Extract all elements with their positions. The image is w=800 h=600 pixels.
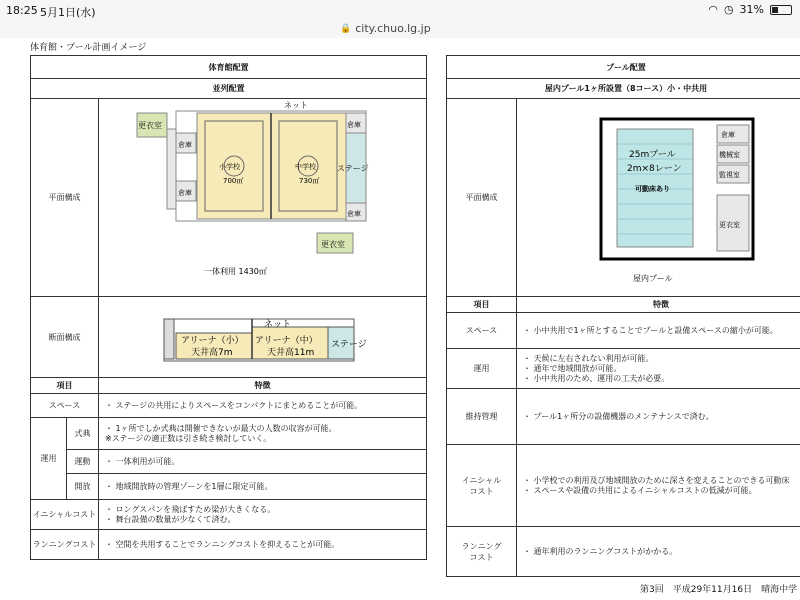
stage-label: ステージ — [337, 164, 369, 173]
machine-room-label: 機械室 — [719, 151, 740, 159]
storage-3-label: 倉庫 — [347, 121, 361, 129]
gym-section-cell — [99, 297, 427, 378]
pool-name: 25mプール — [629, 150, 676, 160]
pool-running-label1: ランニング — [461, 541, 502, 551]
gym-space-label: スペース — [31, 394, 99, 418]
pool-space-label: スペース — [447, 313, 517, 349]
court-junior-name: 中学校 — [295, 163, 316, 171]
pool-layout-title: 屋内プール1ヶ所設置（8コース）小・中共用 — [447, 79, 800, 99]
pool-locker-label: 更衣室 — [719, 221, 740, 229]
gym-initial-text2: ・ 舞台設備の数量が少なくて済む。 — [105, 514, 236, 524]
storage-4-label: 倉庫 — [347, 210, 361, 218]
status-time: 18:25 — [6, 4, 38, 17]
battery-icon — [770, 5, 792, 15]
gym-space-text: ・ ステージの共用によりスペースをコンパクトにまとめることが可能。 — [99, 394, 427, 418]
footer-meeting-info: 第3回 平成29年11月16日 晴海中学 — [640, 585, 798, 595]
gym-sports-text: ・ 一体利用が可能。 — [99, 450, 427, 474]
gym-running-label: ランニングコスト — [31, 530, 99, 560]
pool-space-text: ・ 小中共用で1ヶ所とすることでプールと設備スペースの縮小が可能。 — [517, 313, 800, 349]
arena-junior-height: 天井高11m — [267, 348, 315, 358]
alarm-icon: ◷ — [723, 3, 734, 16]
gym-initial-label: イニシャルコスト — [31, 500, 99, 530]
pool-storage-label: 倉庫 — [721, 131, 735, 139]
gym-ceremony-text2: ※ステージの適正数は引き続き検討していく。 — [105, 433, 272, 443]
gym-running-text: ・ 空間を共用することでランニングコストを抑えることが可能。 — [99, 530, 427, 560]
battery-percent: 31% — [739, 3, 764, 16]
pool-operation-cell — [517, 349, 800, 389]
gym-sports-label: 運動 — [67, 450, 99, 474]
pool-initial-label-cell — [447, 445, 517, 527]
court-junior-area: 730㎡ — [299, 177, 320, 185]
pool-running-label-cell — [447, 527, 517, 577]
status-bar — [0, 0, 800, 22]
section-stage-label: ステージ — [331, 340, 367, 350]
gym-col-feature: 特徴 — [99, 378, 427, 394]
pool-initial-text1: ・ 小学校での利用及び地域開放のために深さを変えることのできる可動床 — [523, 475, 790, 485]
page-title: 体育館・プール計画イメージ — [30, 43, 147, 53]
section-net-label: ネット — [264, 320, 292, 330]
pool-lanes: 2m×8レーン — [627, 164, 682, 174]
pool-plan-caption: 屋内プール — [633, 274, 673, 283]
pool-initial-cell — [517, 445, 800, 527]
gym-table — [30, 55, 427, 560]
pool-running-label2: コスト — [469, 552, 494, 562]
status-date: 5月1日(水) — [40, 6, 96, 19]
pool-col-item: 項目 — [447, 297, 517, 313]
gym-initial-cell — [99, 500, 427, 530]
section-label: 断面構成 — [31, 297, 99, 378]
locker-room-1-label: 更衣室 — [138, 121, 162, 130]
pool-plan-diagram — [517, 99, 800, 294]
wifi-icon: ◠ — [708, 3, 718, 16]
pool-movable-floor: 可動床あり — [635, 185, 670, 193]
pool-maintenance-label: 維持管理 — [447, 389, 517, 445]
pool-initial-text2: ・ スペースや設備の共用によるイニシャルコストの低減が可能。 — [523, 485, 757, 495]
storage-2-label: 倉庫 — [178, 189, 192, 197]
pool-operation-text1: ・ 天候に左右されない利用が可能。 — [523, 353, 654, 363]
gym-section-diagram — [99, 297, 426, 375]
pool-operation-label: 運用 — [447, 349, 517, 389]
gym-plan-caption: 一体利用 1430㎡ — [204, 267, 267, 276]
gym-plan-diagram — [99, 99, 426, 294]
pool-operation-text2: ・ 通年で地域開放が可能。 — [523, 363, 622, 373]
arena-junior-label: アリーナ（中） — [255, 336, 318, 346]
pool-maintenance-text: ・ プール1ヶ所分の設備機器のメンテナンスで済む。 — [517, 389, 800, 445]
storage-1-label: 倉庫 — [178, 141, 192, 149]
plan-label: 平面構成 — [31, 99, 99, 297]
pool-plan-cell — [517, 99, 800, 297]
pool-section-title: プール配置 — [447, 56, 800, 79]
gym-section-title: 体育館配置 — [31, 56, 427, 79]
pool-table — [446, 55, 800, 577]
pool-initial-label2: コスト — [469, 486, 494, 496]
pool-operation-text3: ・ 小中共用のため、運用の工夫が必要。 — [523, 373, 670, 383]
gym-initial-text1: ・ ロングスパンを飛ばすため梁が大きくなる。 — [105, 504, 276, 514]
gym-plan-cell — [99, 99, 427, 297]
gym-operation-label: 運用 — [31, 418, 67, 500]
gym-col-item: 項目 — [31, 378, 99, 394]
net-label: ネット — [284, 101, 308, 110]
monitor-room-label: 監視室 — [719, 171, 740, 179]
court-elementary-name: 小学校 — [219, 163, 240, 171]
arena-elementary-height: 天井高7m — [191, 348, 233, 358]
locker-room-2-label: 更衣室 — [321, 240, 345, 249]
gym-ceremony-text1: ・ 1ヶ所でしか式典は開催できないが最大の人数の収容が可能。 — [105, 423, 337, 433]
url-text: city.chuo.lg.jp — [355, 22, 431, 35]
gym-open-label: 開放 — [67, 474, 99, 500]
gym-ceremony-label: 式典 — [67, 418, 99, 450]
address-bar[interactable] — [0, 22, 800, 38]
gym-ceremony-cell — [99, 418, 427, 450]
pool-col-feature: 特徴 — [517, 297, 800, 313]
lock-icon: 🔒 — [340, 23, 352, 34]
gym-layout-title: 並列配置 — [31, 79, 427, 99]
pool-initial-label1: イニシャル — [461, 475, 502, 485]
pool-running-text: ・ 通年利用のランニングコストがかかる。 — [517, 527, 800, 577]
court-elementary-area: 700㎡ — [223, 177, 244, 185]
gym-open-text: ・ 地域開放時の管理ゾーンを1層に限定可能。 — [99, 474, 427, 500]
pool-plan-label: 平面構成 — [447, 99, 517, 297]
arena-elementary-label: アリーナ（小） — [181, 336, 244, 346]
